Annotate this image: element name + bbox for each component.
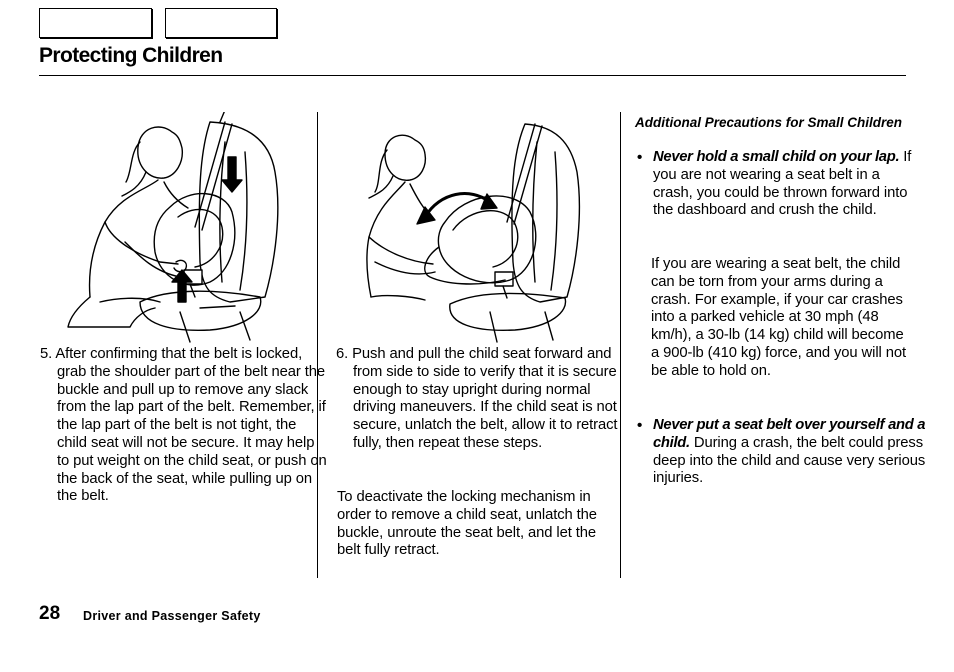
illustration-test-seat	[355, 112, 587, 344]
illustration-tighten-belt	[60, 112, 292, 344]
bullet-dot: •	[637, 417, 643, 434]
column-divider	[317, 112, 318, 578]
page-number: 28	[39, 603, 61, 624]
deactivate-paragraph: To deactivate the locking mechanism in order to remove a child seat, unlatch the buckle, unroute the seat belt, and let the belt fully retract.	[337, 489, 597, 559]
bullet-text: During a crash, the belt could press deep into the child and cause very serious injuries.	[653, 434, 926, 487]
page-title: Protecting Children	[39, 44, 223, 67]
nav-button-index[interactable]	[165, 8, 277, 38]
side-heading: Additional Precautions for Small Children	[635, 115, 903, 130]
title-rule	[39, 75, 906, 76]
step-5-text: 5. After confirming that the belt is locked, grab the shoulder part of the belt near the buckle and pull up to remove any slack from the lap part of the belt. Remember, if the lap part of the belt is not tight, the child seat will not be secure. It may help to put weight on the child seat, or push on the back of the seat, while pulling up on the belt.	[40, 346, 327, 505]
bullet-text: If you are not wearing a seat belt in a crash, you could be thrown forward into the dashboard and crush the child.	[653, 149, 912, 219]
bullet-item	[635, 149, 923, 220]
bullet-dot: •	[637, 149, 643, 166]
bullet-continuation: If you are wearing a seat belt, the child can be torn from your arms during a crash. For example, if your car crashes into a parked vehicle at 30 mph (48 km/h), a 30-lb (14 kg) child will become a 900-lb (410 kg) force, and you will not be able to hold on.	[651, 256, 906, 379]
column-divider	[620, 112, 621, 578]
step-6-text: 6. Push and pull the child seat forward and from side to side to verify that it is secure enough to stay upright during normal driving maneuvers. If the child seat is not secure, unlatch the belt, allow it to retract fully, then repeat these steps.	[336, 346, 618, 451]
bullet-lead: Never hold a small child on your lap.	[653, 149, 900, 165]
nav-button-contents[interactable]	[39, 8, 152, 38]
bullet-item	[635, 417, 933, 488]
footer-section-label: Driver and Passenger Safety	[83, 609, 261, 623]
bullet-lead: Never put a seat belt over yourself and a child.	[653, 417, 926, 451]
